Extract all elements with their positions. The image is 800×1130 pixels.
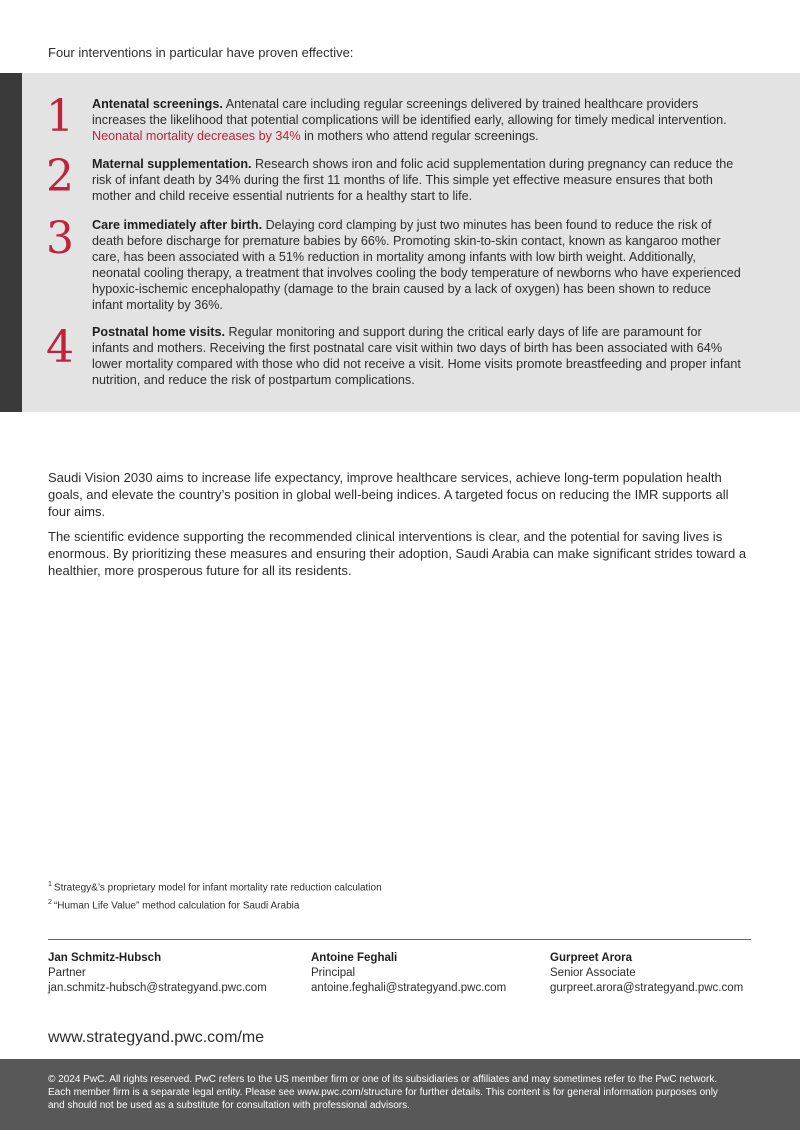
contact-name: Antoine Feghali bbox=[311, 952, 398, 964]
intervention-title: Postnatal home visits. bbox=[92, 325, 225, 339]
contact-name: Jan Schmitz-Hubsch bbox=[48, 952, 162, 964]
panel-sidebar-bar bbox=[0, 73, 22, 412]
contact-email[interactable]: jan.schmitz-hubsch@strategyand.pwc.com bbox=[48, 982, 267, 994]
copyright-text: © 2024 PwC. All rights reserved. PwC refers to the US member firm or one of its subsidiaries or affiliates and may sometimes refer to the PwC network. Each member firm is a separate legal entity. Please see www.pwc.com/structure for further details. This content is for general information purposes only and should not be used as a substitute for consultation with professional advisors. bbox=[48, 1074, 718, 1111]
intervention-text: Antenatal care including regular screenings delivered by trained healthcare providers increases the likelihood that potential complications will be identified early, allowing for timely medical intervention. bbox=[92, 97, 727, 127]
intervention-title: Care immediately after birth. bbox=[92, 218, 263, 232]
contact-role: Senior Associate bbox=[550, 967, 636, 979]
intervention-text: Regular monitoring and support during the critical early days of life are paramount for infants and mothers. Receiving the first postnatal care visit within two days of birth has been associated with 64% lower mortality compared with those who did not receive a visit. Home visits promote breastfeeding and proper infant nutrition, and reduce the risk of postpartum complications. bbox=[92, 325, 741, 387]
intervention-text: Research shows iron and folic acid supplementation during pregnancy can reduce the risk of infant death by 34% during the first 11 months of life. This simple yet effective measure ensures that both mother and child receive essential nutrients for a healthy start to life. bbox=[92, 157, 734, 203]
intervention-title: Antenatal screenings. bbox=[92, 97, 223, 111]
contact-card bbox=[550, 951, 743, 996]
footnote-mark: 1 bbox=[48, 881, 52, 888]
contact-role: Principal bbox=[311, 967, 356, 979]
intervention-2 bbox=[92, 156, 742, 204]
body-paragraph: Saudi Vision 2030 aims to increase life expectancy, improve healthcare services, achieve long-term population health goals, and elevate the country’s position in global well-being indices. A targeted focus on reducing the IMR supports all four aims. bbox=[48, 470, 729, 519]
footnote-1 bbox=[48, 881, 382, 893]
intervention-number-4: 4 bbox=[46, 322, 74, 373]
intro-text: Four interventions in particular have proven effective: bbox=[48, 45, 354, 60]
footnote-2 bbox=[48, 899, 299, 911]
intervention-number-3: 3 bbox=[46, 213, 74, 264]
footer bbox=[0, 1059, 800, 1130]
body-paragraph: The scientific evidence supporting the recommended clinical interventions is clear, and the potential for saving lives is enormous. By prioritizing these measures and ensuring their adoption, Saudi Arabia can make significant strides toward a healthier, more prosperous future for all its residents. bbox=[48, 529, 747, 578]
intervention-1 bbox=[92, 96, 742, 144]
contact-name: Gurpreet Arora bbox=[550, 952, 633, 964]
intervention-4 bbox=[92, 324, 742, 388]
contacts-divider bbox=[48, 939, 751, 940]
intervention-3 bbox=[92, 217, 742, 313]
contact-email[interactable]: gurpreet.arora@strategyand.pwc.com bbox=[550, 982, 744, 994]
interventions-panel bbox=[0, 73, 800, 412]
intervention-number-1: 1 bbox=[46, 91, 74, 142]
footnote-text: Strategy&’s proprietary model for infant mortality rate reduction calculation bbox=[53, 882, 382, 894]
contact-card bbox=[311, 951, 506, 996]
website-link[interactable]: www.strategyand.pwc.com/me bbox=[48, 1029, 265, 1046]
footnote-text: “Human Life Value” method calculation for Saudi Arabia bbox=[53, 900, 300, 912]
footnote-mark: 2 bbox=[48, 899, 52, 906]
intervention-number-2: 2 bbox=[46, 151, 74, 202]
intervention-highlight: Neonatal mortality decreases by 34% bbox=[92, 129, 301, 143]
contact-role: Partner bbox=[48, 967, 86, 979]
contact-email[interactable]: antoine.feghali@strategyand.pwc.com bbox=[311, 982, 507, 994]
contact-card bbox=[48, 951, 267, 996]
intervention-text: in mothers who attend regular screenings. bbox=[300, 129, 539, 143]
intervention-title: Maternal supplementation. bbox=[92, 157, 252, 171]
intervention-text: Delaying cord clamping by just two minutes has been found to reduce the risk of death before discharge for premature babies by 66%. Promoting skin-to-skin contact, known as kangaroo mother care, has been associated with a 51% reduction in mortality among infants with low birth weight. Additionally, neonatal cooling therapy, a treatment that involves cooling the body temperature of newborns who have experienced hypoxic-ischemic encephalopathy (damage to the brain caused by a lack of oxygen) has been shown to reduce infant mortality by 36%. bbox=[92, 218, 741, 312]
